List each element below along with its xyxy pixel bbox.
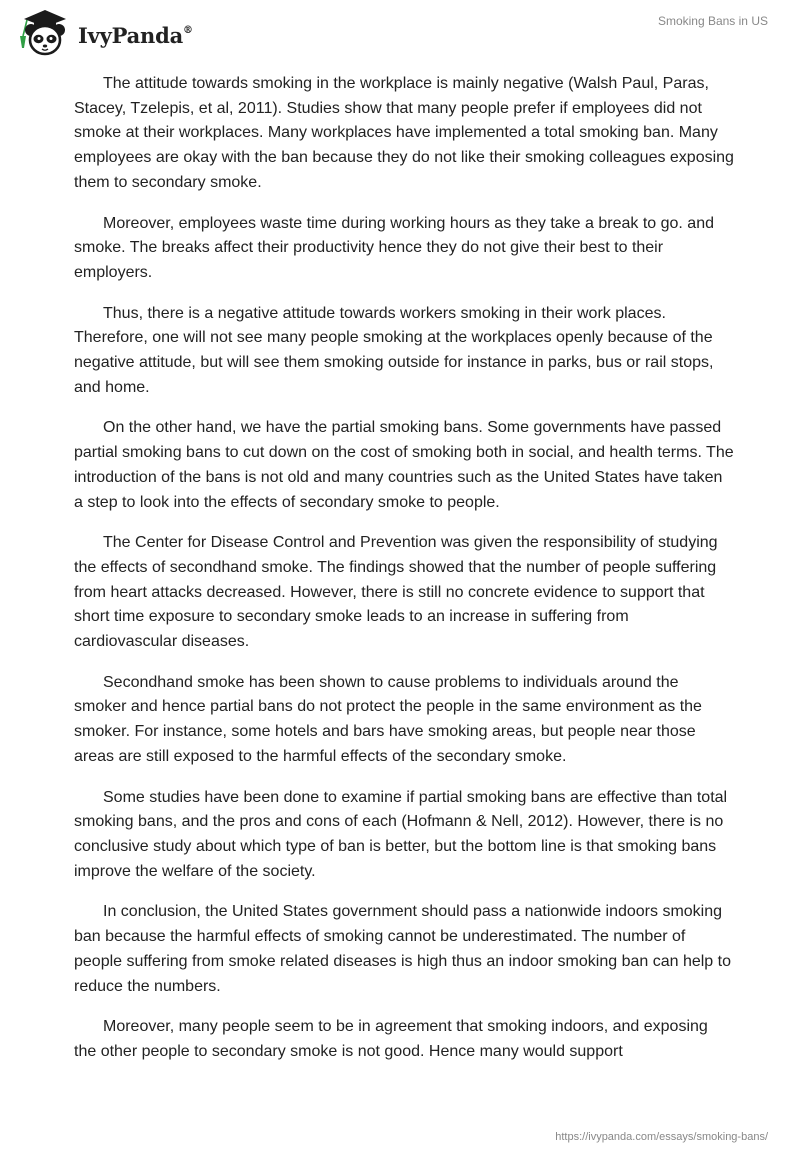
paragraph-9: Moreover, many people seem to be in agreement that smoking indoors, and exposing the other people to secondary smoke is not good. Hence many would support [74,1018,708,1060]
source-url-link[interactable]: https://ivypanda.com/essays/smoking-bans/ [555,1131,768,1143]
paragraph-6: Secondhand smoke has been shown to cause problems to individuals around the smoker and hence partial bans do not protect the people in the same environment as the smoker. For instance, some hotels and bars have smoking areas, but people near those areas are still exposed to the harmful effects of the secondary smoke. [74,673,702,765]
page-header [0,0,800,70]
paragraph-8: In conclusion, the United States government should pass a nationwide indoors smoking ban because the harmful effects of smoking cannot be underestimated. The number of people suffering from smoke related diseases is high thus an indoor smoking ban can help to reduce the numbers. [74,903,731,995]
paragraph-3: Thus, there is a negative attitude towards workers smoking in their work places. Therefore, one will not see many people smoking at the workplaces openly because of the negative attitude, but will see them smoking outside for instance in parks, bus or rail stops, and home. [74,304,714,396]
paragraph-7: Some studies have been done to examine if partial smoking bans are effective than total smoking bans, and the pros and cons of each (Hofmann & Nell, 2012). However, there is no conclusive study about which type of ban is better, but the bottom line is that smoking bans improve the welfare of the society. [74,788,728,880]
brand-name: IvyPanda® [78,22,193,48]
registered-mark: ® [183,24,193,36]
essay-body [74,72,734,1081]
document-title: Smoking Bans in US [657,14,768,28]
ivypanda-logo[interactable] [14,8,193,58]
panda-graduation-cap-logo-icon [14,8,76,58]
paragraph-4: On the other hand, we have the partial smoking bans. Some governments have passed partial smoking bans to cut down on the cost of smoking both in social, and health terms. The introduction of the bans is not old and many countries such as the United States have taken a step to look into the effects of secondary smoke to people. [74,419,734,511]
paragraph-1: The attitude towards smoking in the workplace is mainly negative (Walsh Paul, Paras, Stacey, Tzelepis, et al, 2011). Studies show that many people prefer if employees did not smoke at their workplaces. Many workplaces have implemented a total smoking ban. Many employees are okay with the ban because they do not like their smoking colleagues exposing them to secondary smoke. [74,75,734,191]
paragraph-5: The Center for Disease Control and Prevention was given the responsibility of studying the effects of secondhand smoke. The findings showed that the number of people suffering from heart attacks decreased. However, there is still no concrete evidence to support that short time exposure to secondary smoke leads to an increase in suffering from cardiovascular diseases. [74,534,718,651]
paragraph-2: Moreover, employees waste time during working hours as they take a break to go. and smoke. The breaks affect their productivity hence they do not give their best to their employers. [74,214,714,281]
